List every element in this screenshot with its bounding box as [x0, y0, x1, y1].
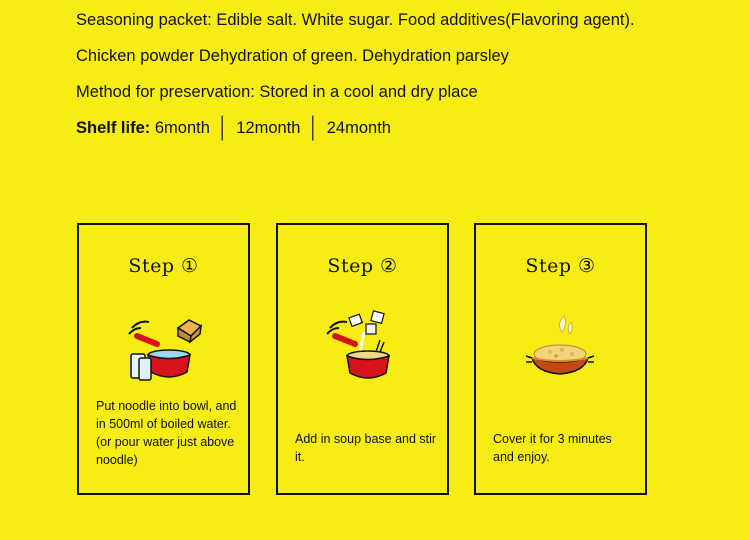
step-description: Cover it for 3 minutes and enjoy. [493, 432, 612, 464]
pot-with-seasoning-icon [278, 310, 446, 390]
step-description: Add in soup base and stir it. [295, 432, 437, 464]
shelf-life-line [76, 116, 391, 140]
steaming-bowl-icon [476, 310, 644, 390]
step-title: Step ② [327, 255, 398, 277]
step-title: Step ① [128, 255, 199, 277]
step-description: Put noodle into bowl, and in 500ml of boiled water.(or pour water just above noodle) [96, 399, 237, 467]
step-title: Step ③ [525, 255, 596, 277]
seasoning-line: Seasoning packet: Edible salt. White sugar. Food additives(Flavoring agent). [76, 11, 635, 29]
separator: │ [308, 116, 319, 140]
shelf-life-label: Shelf life: [76, 119, 151, 137]
step-card-1 [77, 223, 250, 495]
separator: │ [217, 116, 229, 140]
preservation-line: Method for preservation: Stored in a cool and dry place [76, 83, 478, 101]
shelf-option-24: 24month [326, 119, 391, 137]
step-card-3 [474, 223, 647, 495]
chicken-line: Chicken powder Dehydration of green. Dehydration parsley [76, 47, 509, 65]
shelf-option-6: 6month [154, 119, 210, 137]
pot-with-noodles-icon [79, 310, 247, 390]
step-card-2 [276, 223, 449, 495]
shelf-option-12: 12month [236, 119, 301, 137]
